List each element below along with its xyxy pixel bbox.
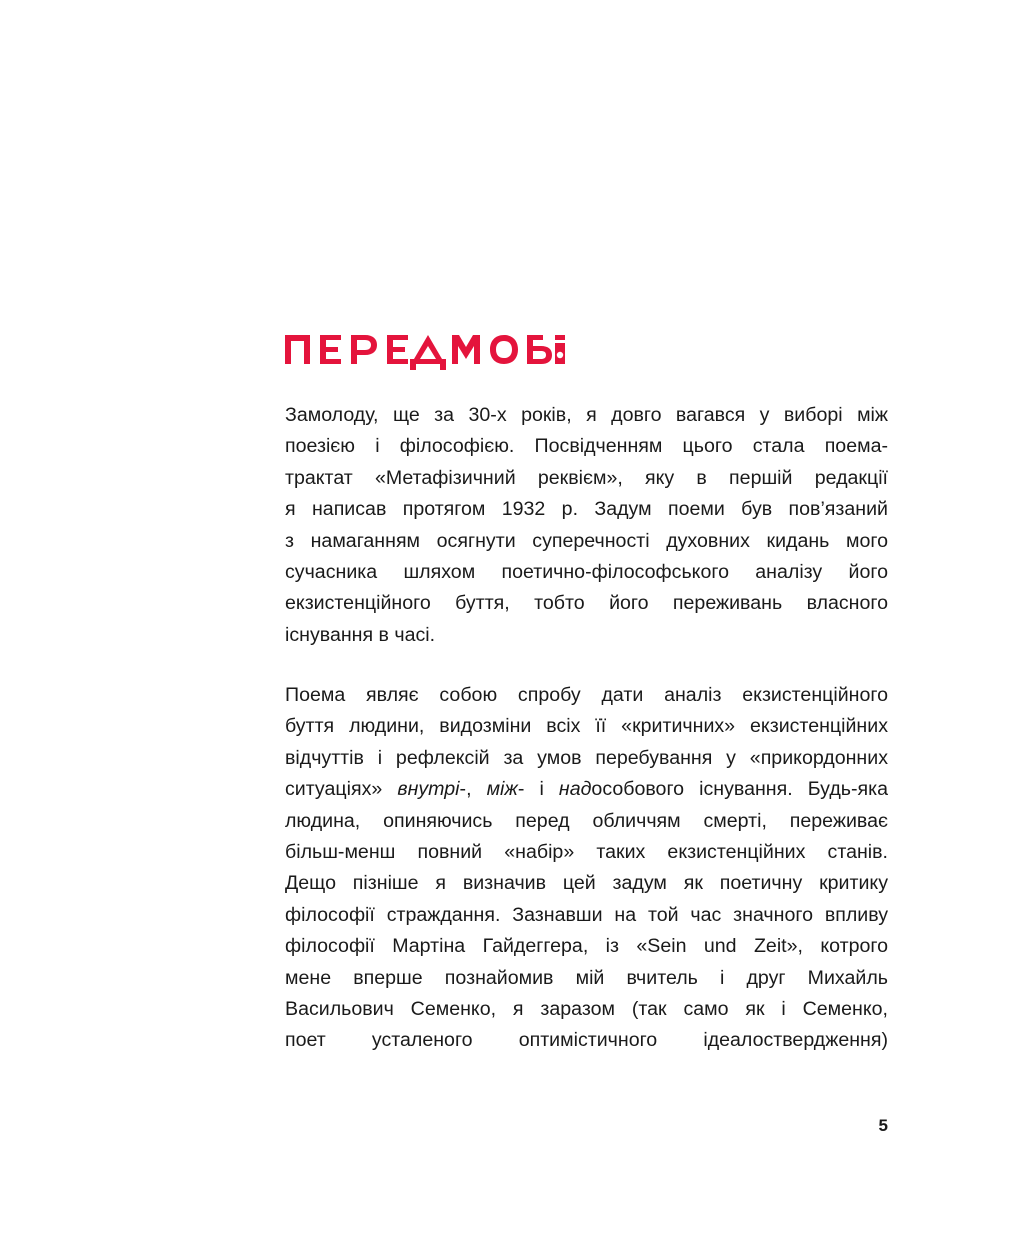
chapter-heading	[285, 333, 565, 373]
text-fragment: ситуаціях»	[285, 778, 398, 801]
text-line: Васильович Семенко, я заразом (так само як і Семенко,	[285, 998, 888, 1021]
text-line	[285, 774, 888, 805]
text-line: Дещо пізніше я визначив цей задум як поетичну критику	[285, 872, 888, 895]
text-line: більш-менш повний «набір» таких екзистенційних станів.	[285, 841, 888, 864]
text-line: мене вперше познайомив мій вчитель і друг Михайль	[285, 966, 888, 989]
text-fragment: - і	[517, 778, 559, 801]
text-line: філософії страждання. Зазнавши на той час значного впливу	[285, 903, 888, 926]
text-line: людина, опиняючись перед обличчям смерті, переживає	[285, 809, 888, 832]
chapter-heading-logotype	[285, 333, 565, 373]
text-line: поет усталеного оптимістичного ідеалоствердження)	[285, 1029, 888, 1052]
text-fragment: -,	[459, 778, 487, 801]
paragraph-1	[285, 400, 888, 651]
text-line: поезією і філософією. Посвідченням цього стала поема-	[285, 435, 888, 458]
italic-prefix: між	[486, 778, 518, 801]
paragraph-2	[285, 680, 888, 1057]
text-fragment: особового існування. Будь-яка	[591, 778, 888, 801]
text-line: сучасника шляхом поетично-філософського аналізу його	[285, 561, 888, 584]
text-line: Поема являє собою спробу дати аналіз екзистенційного	[285, 684, 888, 706]
text-line: існування в часі.	[285, 623, 436, 646]
text-line: Замолоду, ще за 30-х років, я довго вагався у виборі між	[285, 404, 888, 426]
text-line: з намаганням осягнути суперечності духовних кидань мого	[285, 529, 888, 552]
text-line: трактат «Метафізичний реквієм», яку в першій редакції	[285, 466, 888, 489]
italic-prefix: над	[558, 778, 592, 801]
page-number: 5	[878, 1116, 888, 1135]
text-line: відчуттів і рефлексій за умов перебування у «прикордонних	[285, 746, 888, 769]
text-line: я написав протягом 1932 р. Задум поеми був пов’язаний	[285, 498, 888, 521]
italic-prefix: внутрі	[397, 778, 460, 801]
text-line: буття людини, видозміни всіх її «критичних» екзистенційних	[285, 715, 888, 738]
text-line: філософії Мартіна Гайдеггера, із «Sein und Zeit», котрого	[285, 935, 888, 958]
text-line: екзистенційного буття, тобто його переживань власного	[285, 592, 888, 615]
